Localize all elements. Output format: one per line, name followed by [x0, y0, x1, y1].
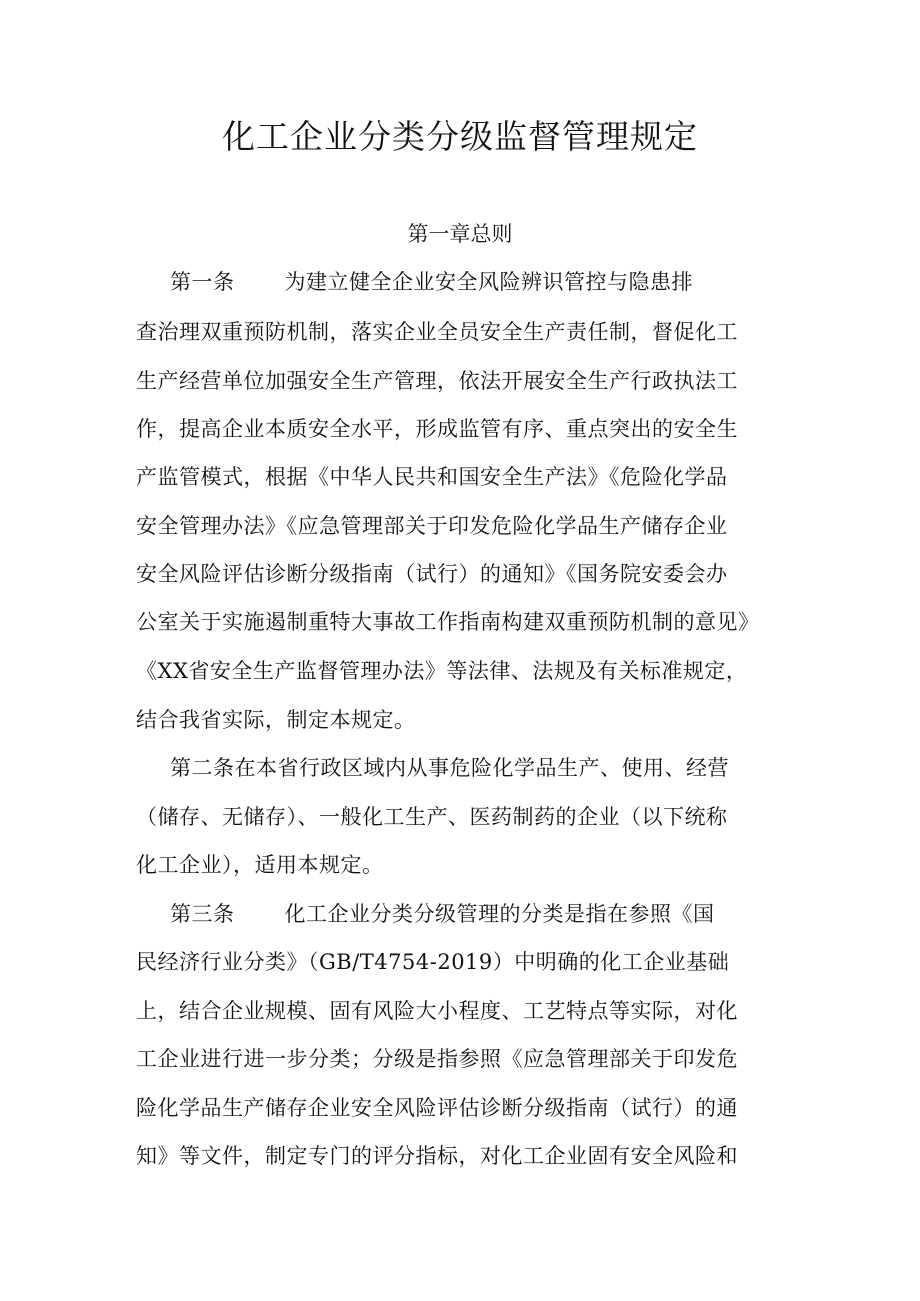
- article-1-line: 安全风险评估诊断分级指南（试行）的通知》《国务院安委会办: [136, 562, 728, 586]
- article-1-line-text: 为建立健全企业安全风险辨识管控与隐患排: [284, 270, 693, 294]
- article-1-line: 《XX省安全生产监督管理办法》等法律、法规及有关标准规定，: [136, 659, 748, 683]
- article-2-line: 化工企业），适用本规定。: [136, 853, 384, 877]
- article-1-label: 第一条: [170, 270, 235, 294]
- article-1-line: 公室关于实施遏制重特大事故工作指南构建双重预防机制的意见》: [136, 610, 760, 634]
- article-3-label: 第三条: [170, 902, 235, 926]
- document-title: 化工企业分类分级监督管理规定: [222, 117, 698, 156]
- article-2-line: （储存、无储存）、一般化工生产、医药制药的企业（以下统称: [136, 805, 728, 829]
- article-3-line: 知》等文件，制定专门的评分指标，对化工企业固有安全风险和: [136, 1144, 738, 1168]
- article-3-line: 上，结合企业规模、固有风险大小程度、工艺特点等实际，对化: [136, 999, 738, 1023]
- article-1-line: 查治理双重预防机制，落实企业全员安全生产责任制，督促化工: [136, 320, 738, 344]
- article-1-line: 生产经营单位加强安全生产管理，依法开展安全生产行政执法工: [136, 369, 738, 393]
- article-3-line: 险化学品生产储存企业安全风险评估诊断分级指南（试行）的通: [136, 1096, 738, 1120]
- article-3-line: 民经济行业分类》（GB/T4754-2019）中明确的化工企业基础: [136, 950, 730, 974]
- article-1-line: 安全管理办法》《应急管理部关于印发危险化学品生产储存企业: [136, 514, 728, 538]
- article-2-line: 第二条在本省行政区域内从事危险化学品生产、使用、经营: [170, 756, 729, 780]
- article-3-first-line: [170, 899, 715, 929]
- article-3-line: 工企业进行进一步分类；分级是指参照《应急管理部关于印发危: [136, 1047, 738, 1071]
- article-1-first-line: [170, 267, 693, 297]
- article-1-line: 作，提高企业本质安全水平，形成监管有序、重点突出的安全生: [136, 417, 738, 441]
- chapter-heading: 第一章总则: [407, 222, 513, 246]
- article-1-line: 结合我省实际，制定本规定。: [136, 708, 416, 732]
- article-1-line: 产监管模式，根据《中华人民共和国安全生产法》《危险化学品: [136, 465, 728, 489]
- article-3-line-text: 化工企业分类分级管理的分类是指在参照《国: [284, 902, 715, 926]
